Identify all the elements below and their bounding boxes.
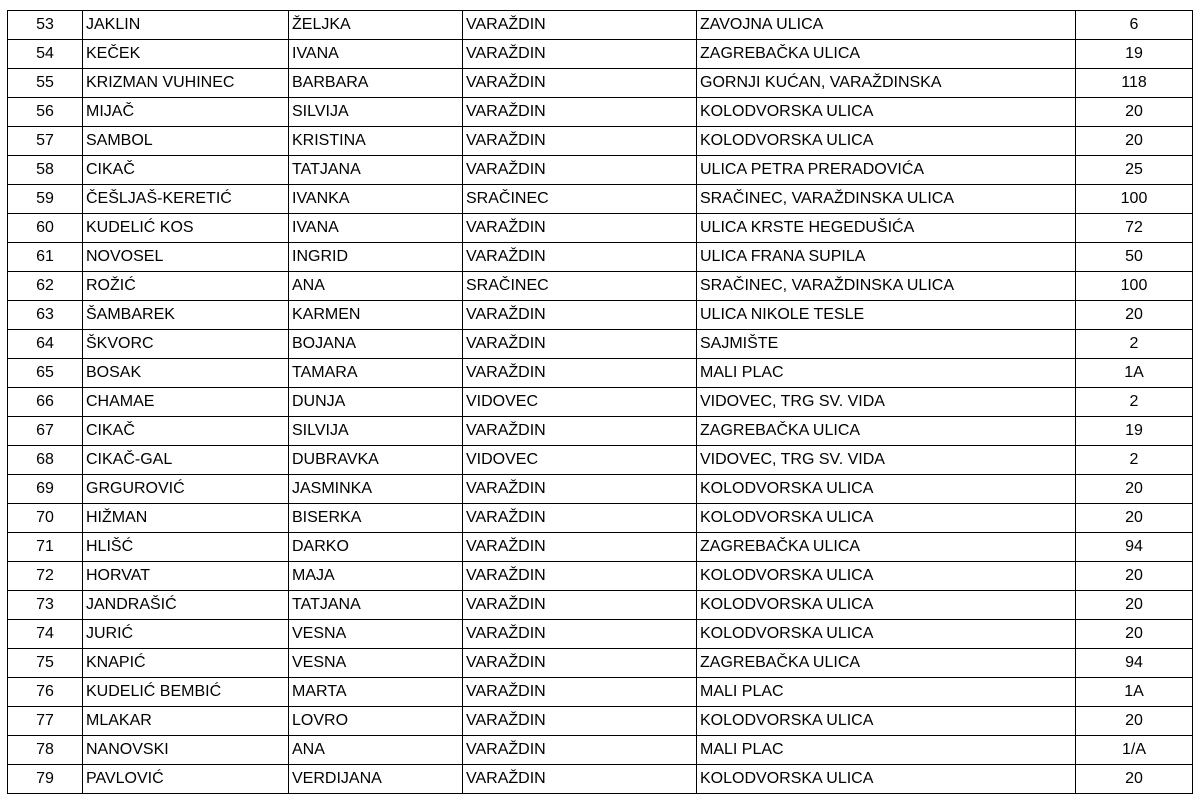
cell-surname: HLIŠĆ [83, 533, 289, 562]
cell-city: VARAŽDIN [463, 591, 697, 620]
table-row [8, 707, 1193, 736]
cell-street: KOLODVORSKA ULICA [697, 765, 1076, 794]
cell-city: VARAŽDIN [463, 504, 697, 533]
cell-surname: ŠKVORC [83, 330, 289, 359]
cell-house-number: 20 [1076, 562, 1193, 591]
cell-first-name: ŽELJKA [289, 11, 463, 40]
cell-number: 63 [8, 301, 83, 330]
cell-house-number: 20 [1076, 301, 1193, 330]
cell-house-number: 20 [1076, 707, 1193, 736]
cell-surname: KRIZMAN VUHINEC [83, 69, 289, 98]
cell-first-name: JASMINKA [289, 475, 463, 504]
cell-city: VARAŽDIN [463, 11, 697, 40]
cell-surname: ČEŠLJAŠ-KERETIĆ [83, 185, 289, 214]
table-row [8, 98, 1193, 127]
cell-street: ZAVOJNA ULICA [697, 11, 1076, 40]
cell-surname: CIKAČ [83, 156, 289, 185]
cell-city: VARAŽDIN [463, 301, 697, 330]
cell-first-name: MAJA [289, 562, 463, 591]
table-row [8, 185, 1193, 214]
cell-first-name: BISERKA [289, 504, 463, 533]
cell-number: 70 [8, 504, 83, 533]
cell-number: 64 [8, 330, 83, 359]
cell-street: MALI PLAC [697, 678, 1076, 707]
table-row [8, 591, 1193, 620]
cell-street: ZAGREBAČKA ULICA [697, 40, 1076, 69]
cell-house-number: 25 [1076, 156, 1193, 185]
cell-house-number: 2 [1076, 330, 1193, 359]
cell-number: 77 [8, 707, 83, 736]
cell-house-number: 20 [1076, 98, 1193, 127]
cell-number: 56 [8, 98, 83, 127]
cell-house-number: 20 [1076, 504, 1193, 533]
table-row [8, 620, 1193, 649]
cell-first-name: SILVIJA [289, 417, 463, 446]
cell-first-name: VESNA [289, 649, 463, 678]
cell-city: VARAŽDIN [463, 417, 697, 446]
cell-surname: MLAKAR [83, 707, 289, 736]
cell-first-name: TAMARA [289, 359, 463, 388]
cell-number: 79 [8, 765, 83, 794]
table-row [8, 678, 1193, 707]
cell-house-number: 20 [1076, 765, 1193, 794]
cell-city: VIDOVEC [463, 388, 697, 417]
cell-first-name: TATJANA [289, 591, 463, 620]
cell-house-number: 20 [1076, 591, 1193, 620]
cell-number: 73 [8, 591, 83, 620]
cell-street: VIDOVEC, TRG SV. VIDA [697, 388, 1076, 417]
cell-number: 74 [8, 620, 83, 649]
cell-number: 61 [8, 243, 83, 272]
table-row [8, 765, 1193, 794]
cell-street: MALI PLAC [697, 359, 1076, 388]
cell-surname: JURIĆ [83, 620, 289, 649]
table-row [8, 417, 1193, 446]
cell-first-name: KRISTINA [289, 127, 463, 156]
cell-street: ULICA KRSTE HEGEDUŠIĆA [697, 214, 1076, 243]
cell-number: 71 [8, 533, 83, 562]
cell-city: VARAŽDIN [463, 156, 697, 185]
cell-number: 78 [8, 736, 83, 765]
cell-street: KOLODVORSKA ULICA [697, 504, 1076, 533]
cell-street: KOLODVORSKA ULICA [697, 562, 1076, 591]
table-row [8, 736, 1193, 765]
cell-first-name: DUBRAVKA [289, 446, 463, 475]
cell-street: KOLODVORSKA ULICA [697, 98, 1076, 127]
cell-house-number: 100 [1076, 185, 1193, 214]
cell-city: VARAŽDIN [463, 40, 697, 69]
cell-first-name: KARMEN [289, 301, 463, 330]
cell-city: VARAŽDIN [463, 69, 697, 98]
table-row [8, 214, 1193, 243]
cell-house-number: 1/A [1076, 736, 1193, 765]
cell-house-number: 19 [1076, 40, 1193, 69]
cell-first-name: IVANA [289, 40, 463, 69]
table-row [8, 301, 1193, 330]
table-row [8, 243, 1193, 272]
cell-surname: HORVAT [83, 562, 289, 591]
cell-surname: CIKAČ [83, 417, 289, 446]
cell-street: VIDOVEC, TRG SV. VIDA [697, 446, 1076, 475]
table-row [8, 156, 1193, 185]
cell-city: SRAČINEC [463, 272, 697, 301]
cell-number: 54 [8, 40, 83, 69]
cell-first-name: INGRID [289, 243, 463, 272]
table-body [8, 11, 1193, 794]
cell-number: 57 [8, 127, 83, 156]
cell-number: 67 [8, 417, 83, 446]
cell-first-name: VESNA [289, 620, 463, 649]
cell-house-number: 1A [1076, 359, 1193, 388]
residents-table [7, 10, 1193, 794]
cell-number: 65 [8, 359, 83, 388]
cell-street: ZAGREBAČKA ULICA [697, 533, 1076, 562]
cell-first-name: BOJANA [289, 330, 463, 359]
cell-house-number: 100 [1076, 272, 1193, 301]
table-row [8, 388, 1193, 417]
cell-surname: CHAMAE [83, 388, 289, 417]
cell-surname: JANDRAŠIĆ [83, 591, 289, 620]
cell-house-number: 72 [1076, 214, 1193, 243]
cell-number: 59 [8, 185, 83, 214]
table-row [8, 649, 1193, 678]
cell-city: VARAŽDIN [463, 736, 697, 765]
cell-street: KOLODVORSKA ULICA [697, 127, 1076, 156]
cell-surname: ŠAMBAREK [83, 301, 289, 330]
cell-street: MALI PLAC [697, 736, 1076, 765]
cell-house-number: 20 [1076, 475, 1193, 504]
cell-house-number: 94 [1076, 533, 1193, 562]
cell-house-number: 20 [1076, 127, 1193, 156]
table-row [8, 562, 1193, 591]
cell-street: SAJMIŠTE [697, 330, 1076, 359]
cell-surname: JAKLIN [83, 11, 289, 40]
cell-city: VARAŽDIN [463, 359, 697, 388]
cell-city: VARAŽDIN [463, 243, 697, 272]
cell-city: VARAŽDIN [463, 562, 697, 591]
cell-surname: CIKAČ-GAL [83, 446, 289, 475]
cell-first-name: LOVRO [289, 707, 463, 736]
cell-surname: KEČEK [83, 40, 289, 69]
cell-city: VARAŽDIN [463, 127, 697, 156]
cell-surname: KUDELIĆ KOS [83, 214, 289, 243]
cell-surname: GRGUROVIĆ [83, 475, 289, 504]
cell-surname: NANOVSKI [83, 736, 289, 765]
table-row [8, 504, 1193, 533]
cell-number: 53 [8, 11, 83, 40]
cell-first-name: DARKO [289, 533, 463, 562]
cell-city: VARAŽDIN [463, 98, 697, 127]
cell-surname: HIŽMAN [83, 504, 289, 533]
table-row [8, 446, 1193, 475]
cell-house-number: 2 [1076, 446, 1193, 475]
cell-street: KOLODVORSKA ULICA [697, 591, 1076, 620]
cell-city: VARAŽDIN [463, 475, 697, 504]
cell-surname: PAVLOVIĆ [83, 765, 289, 794]
cell-house-number: 6 [1076, 11, 1193, 40]
table-row [8, 127, 1193, 156]
cell-street: GORNJI KUĆAN, VARAŽDINSKA [697, 69, 1076, 98]
cell-city: VARAŽDIN [463, 678, 697, 707]
cell-number: 58 [8, 156, 83, 185]
cell-first-name: DUNJA [289, 388, 463, 417]
cell-street: ZAGREBAČKA ULICA [697, 417, 1076, 446]
table-row [8, 11, 1193, 40]
cell-surname: ROŽIĆ [83, 272, 289, 301]
cell-surname: NOVOSEL [83, 243, 289, 272]
cell-number: 55 [8, 69, 83, 98]
cell-city: SRAČINEC [463, 185, 697, 214]
cell-number: 69 [8, 475, 83, 504]
cell-city: VARAŽDIN [463, 620, 697, 649]
table-row [8, 40, 1193, 69]
cell-street: SRAČINEC, VARAŽDINSKA ULICA [697, 272, 1076, 301]
cell-house-number: 118 [1076, 69, 1193, 98]
cell-first-name: IVANKA [289, 185, 463, 214]
cell-city: VARAŽDIN [463, 707, 697, 736]
cell-first-name: SILVIJA [289, 98, 463, 127]
cell-street: ZAGREBAČKA ULICA [697, 649, 1076, 678]
cell-number: 62 [8, 272, 83, 301]
table-row [8, 475, 1193, 504]
cell-first-name: BARBARA [289, 69, 463, 98]
cell-street: KOLODVORSKA ULICA [697, 707, 1076, 736]
cell-first-name: IVANA [289, 214, 463, 243]
cell-first-name: TATJANA [289, 156, 463, 185]
cell-city: VARAŽDIN [463, 214, 697, 243]
cell-street: ULICA NIKOLE TESLE [697, 301, 1076, 330]
cell-city: VARAŽDIN [463, 330, 697, 359]
document-sheet [7, 10, 1193, 794]
cell-street: KOLODVORSKA ULICA [697, 620, 1076, 649]
cell-city: VIDOVEC [463, 446, 697, 475]
cell-street: ULICA FRANA SUPILA [697, 243, 1076, 272]
cell-surname: KNAPIĆ [83, 649, 289, 678]
cell-house-number: 94 [1076, 649, 1193, 678]
cell-number: 60 [8, 214, 83, 243]
cell-city: VARAŽDIN [463, 533, 697, 562]
cell-house-number: 1A [1076, 678, 1193, 707]
cell-number: 66 [8, 388, 83, 417]
cell-house-number: 20 [1076, 620, 1193, 649]
cell-surname: KUDELIĆ BEMBIĆ [83, 678, 289, 707]
cell-surname: BOSAK [83, 359, 289, 388]
cell-number: 72 [8, 562, 83, 591]
cell-street: SRAČINEC, VARAŽDINSKA ULICA [697, 185, 1076, 214]
cell-house-number: 50 [1076, 243, 1193, 272]
cell-surname: SAMBOL [83, 127, 289, 156]
cell-number: 75 [8, 649, 83, 678]
cell-city: VARAŽDIN [463, 649, 697, 678]
cell-number: 68 [8, 446, 83, 475]
cell-house-number: 19 [1076, 417, 1193, 446]
cell-surname: MIJAČ [83, 98, 289, 127]
table-row [8, 533, 1193, 562]
cell-street: KOLODVORSKA ULICA [697, 475, 1076, 504]
cell-number: 76 [8, 678, 83, 707]
table-row [8, 272, 1193, 301]
cell-first-name: MARTA [289, 678, 463, 707]
cell-first-name: VERDIJANA [289, 765, 463, 794]
table-row [8, 69, 1193, 98]
cell-house-number: 2 [1076, 388, 1193, 417]
cell-first-name: ANA [289, 736, 463, 765]
table-row [8, 330, 1193, 359]
cell-first-name: ANA [289, 272, 463, 301]
table-row [8, 359, 1193, 388]
cell-street: ULICA PETRA PRERADOVIĆA [697, 156, 1076, 185]
cell-city: VARAŽDIN [463, 765, 697, 794]
